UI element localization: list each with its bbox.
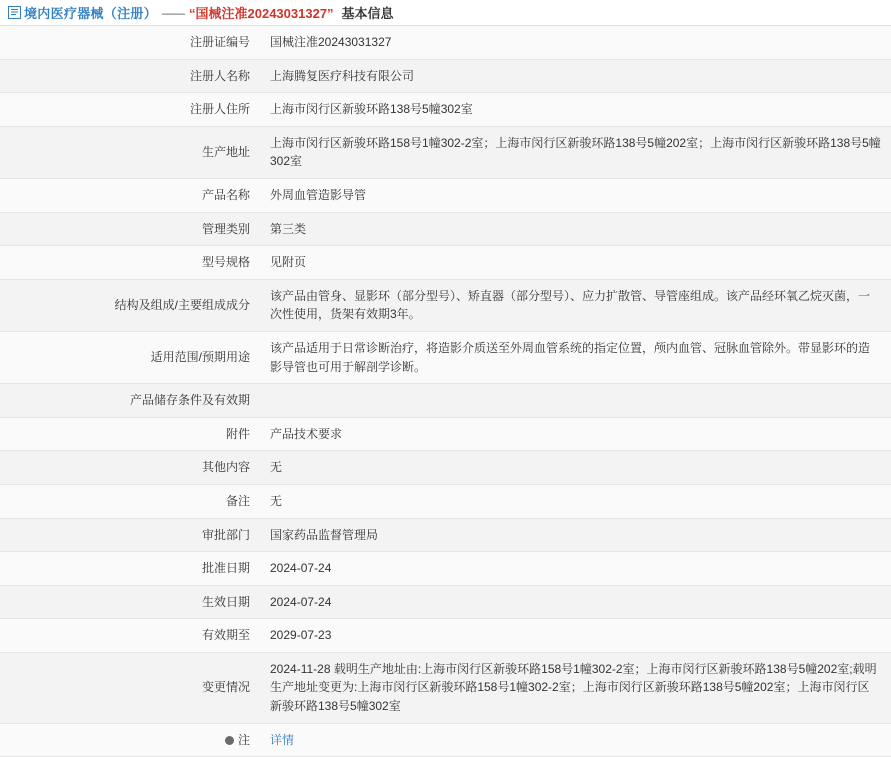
- table-row: [0, 518, 891, 552]
- header-separator: ——: [162, 5, 185, 20]
- table-row: [0, 619, 891, 653]
- row-label: 变更情况: [0, 652, 260, 723]
- table-row: [0, 59, 891, 93]
- row-label: 型号规格: [0, 246, 260, 280]
- row-label: 审批部门: [0, 518, 260, 552]
- row-value: [260, 384, 891, 418]
- row-value: 2024-07-24: [260, 585, 891, 619]
- info-dot-icon: [225, 736, 234, 745]
- table-row: [0, 331, 891, 383]
- row-value: 上海市闵行区新骏环路158号1幢302-2室；上海市闵行区新骏环路138号5幢202室；上海市闵行区新骏环路138号5幢302室: [260, 126, 891, 178]
- table-row: [0, 126, 891, 178]
- registration-info-table: [0, 26, 891, 757]
- page-title: 境内医疗器械（注册）: [24, 6, 158, 21]
- table-row-note: [0, 723, 891, 757]
- table-row: [0, 93, 891, 127]
- note-value-cell: [260, 723, 891, 757]
- table-row: [0, 417, 891, 451]
- note-label-text: 注: [237, 732, 250, 747]
- row-label: 注册证编号: [0, 26, 260, 59]
- row-label: 适用范围/预期用途: [0, 331, 260, 383]
- table-row: [0, 484, 891, 518]
- row-label: 管理类别: [0, 212, 260, 246]
- row-label: 备注: [0, 484, 260, 518]
- table-row: [0, 585, 891, 619]
- row-value: 2024-11-28 载明生产地址由:上海市闵行区新骏环路158号1幢302-2室；上海市闵行区新骏环路138号5幢202室;载明生产地址变更为:上海市闵行区新骏环路158号1幢302-2室；上海市闵行区新骏环路138号5幢202室；上海市闵行区新骏环路138号5幢302室: [260, 652, 891, 723]
- row-label: 产品储存条件及有效期: [0, 384, 260, 418]
- table-row: [0, 384, 891, 418]
- detail-link[interactable]: 详情: [270, 732, 295, 747]
- row-label: 附件: [0, 417, 260, 451]
- table-row: [0, 212, 891, 246]
- document-registration-icon: [8, 6, 21, 19]
- table-row: [0, 178, 891, 212]
- row-value: 上海市闵行区新骏环路138号5幢302室: [260, 93, 891, 127]
- row-value: 见附页: [260, 246, 891, 280]
- row-value: 国械注准20243031327: [260, 26, 891, 59]
- row-value: 外周血管造影导管: [260, 178, 891, 212]
- row-label: 产品名称: [0, 178, 260, 212]
- header-registration-number: “国械注准20243031327”: [189, 6, 334, 21]
- table-row: [0, 246, 891, 280]
- row-label: 有效期至: [0, 619, 260, 653]
- row-value: 2024-07-24: [260, 552, 891, 586]
- row-value: 该产品由管身、显影环（部分型号）、矫直器（部分型号）、应力扩散管、导管座组成。该产品经环氧乙烷灭菌，一次性使用，货架有效期3年。: [260, 279, 891, 331]
- row-value: 无: [260, 484, 891, 518]
- row-label: 注册人名称: [0, 59, 260, 93]
- row-label: 注册人住所: [0, 93, 260, 127]
- row-label: 其他内容: [0, 451, 260, 485]
- row-label: 生产地址: [0, 126, 260, 178]
- row-value: 2029-07-23: [260, 619, 891, 653]
- table-body: [0, 26, 891, 757]
- row-value: 第三类: [260, 212, 891, 246]
- table-row: [0, 451, 891, 485]
- table-row: [0, 652, 891, 723]
- table-row: [0, 552, 891, 586]
- page-header: [0, 0, 891, 26]
- row-label: 批准日期: [0, 552, 260, 586]
- row-value: 无: [260, 451, 891, 485]
- row-value: 该产品适用于日常诊断治疗，将造影介质送至外周血管系统的指定位置，颅内血管、冠脉血管除外。带显影环的造影导管也可用于解剖学诊断。: [260, 331, 891, 383]
- header-subtitle: 基本信息: [341, 6, 394, 21]
- row-value: 上海腾复医疗科技有限公司: [260, 59, 891, 93]
- table-row: [0, 26, 891, 59]
- table-row: [0, 279, 891, 331]
- row-value: 国家药品监督管理局: [260, 518, 891, 552]
- row-label: 生效日期: [0, 585, 260, 619]
- row-label: 结构及组成/主要组成成分: [0, 279, 260, 331]
- note-label-cell: [0, 723, 260, 757]
- row-value: 产品技术要求: [260, 417, 891, 451]
